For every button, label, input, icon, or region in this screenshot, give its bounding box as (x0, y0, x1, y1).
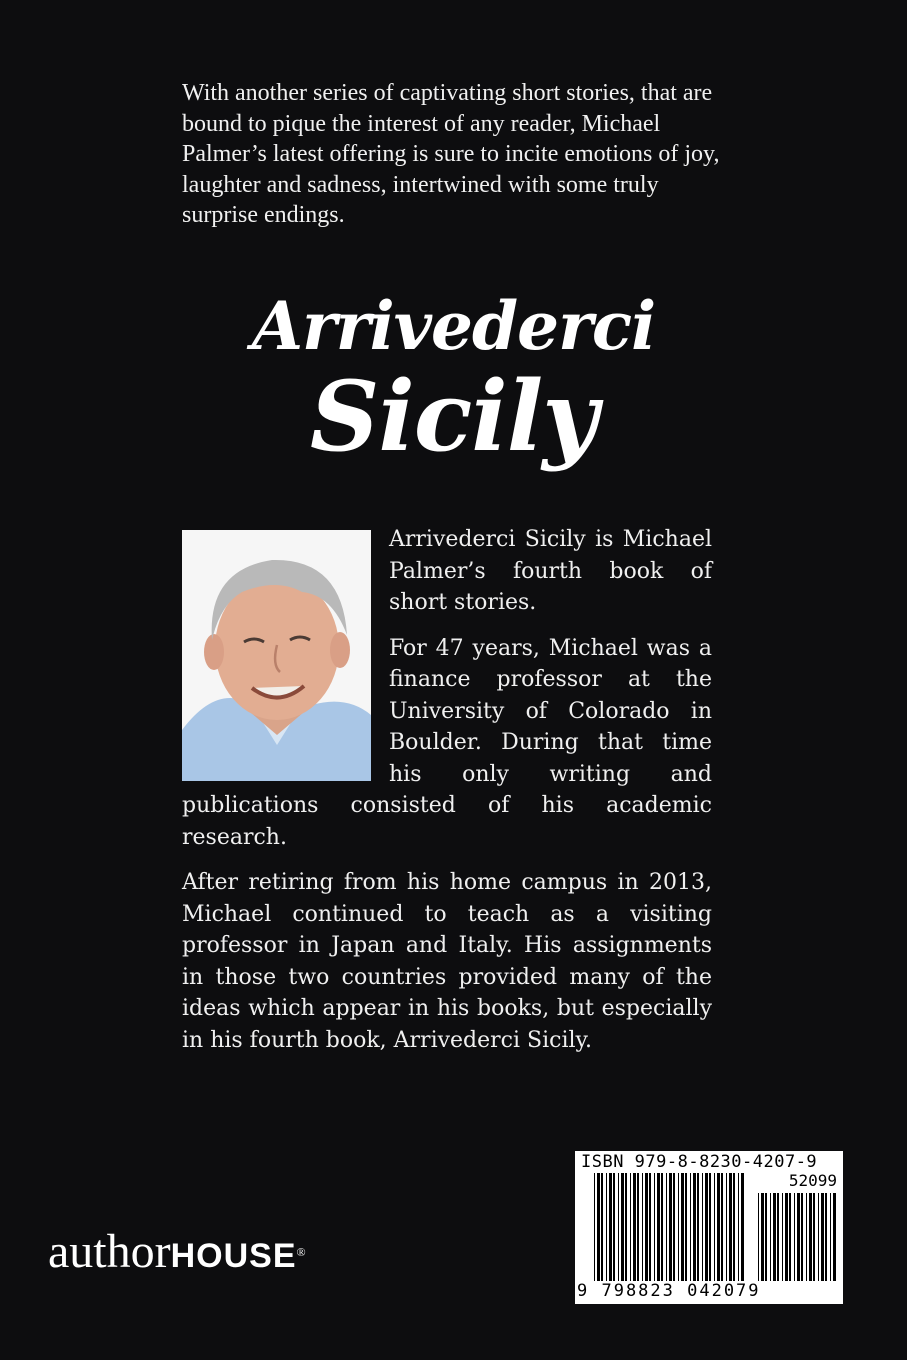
barcode-bar (630, 1173, 631, 1281)
barcode-bar (773, 1193, 776, 1281)
logo-house-text: HOUSE (170, 1237, 297, 1275)
barcode-bar (782, 1193, 783, 1281)
barcode-bar (702, 1173, 703, 1281)
barcode-bar (642, 1173, 643, 1281)
barcode-bar (741, 1173, 744, 1281)
barcode-bar (770, 1193, 771, 1281)
barcode-bar (717, 1173, 720, 1281)
isbn-barcode (575, 1151, 843, 1304)
barcode-bar (690, 1173, 691, 1281)
bio-paragraph-1: Arrivederci Sicily is Michael Palmer’s fourth book of short stories. (389, 527, 712, 615)
barcode-bar (621, 1173, 624, 1281)
barcode-bar (794, 1193, 795, 1281)
author-bio (182, 524, 712, 1070)
barcode-bar (833, 1193, 836, 1281)
barcode-bar (669, 1173, 672, 1281)
barcode-bar (609, 1173, 612, 1281)
barcode-bar (738, 1173, 739, 1281)
barcode-bar (673, 1173, 675, 1281)
barcode-bar (825, 1193, 827, 1281)
barcode-bar (801, 1193, 803, 1281)
barcode-bar (654, 1173, 655, 1281)
registered-mark: ® (296, 1245, 306, 1259)
book-title-line-2: Sicily (310, 360, 597, 473)
barcode-bar (765, 1193, 767, 1281)
back-cover-blurb: With another series of captivating short stories, that are bound to pique the interest of any reader, Michael Palmer’s latest offering is sure to incite emotions of joy, laughter and sadness, intertwined with some truly surprise endings. (182, 80, 720, 228)
barcode-bar (666, 1173, 667, 1281)
barcode-bar (601, 1173, 603, 1281)
publisher-logo (48, 1224, 306, 1284)
barcode-bar (830, 1193, 831, 1281)
barcode-bar (685, 1173, 687, 1281)
barcode-bar (818, 1193, 819, 1281)
barcode-bar (633, 1173, 636, 1281)
bio-paragraph-3: After retiring from his home campus in 2013, Michael continued to teach as a visiting professor in Japan and Italy. His assignments in those two countries provided many of the ideas which appear in his books, but especially in his fourth book, Arrivederci Sicily. (182, 870, 712, 1053)
price-code: 52099 (788, 1171, 837, 1190)
barcode-bar (618, 1173, 619, 1281)
barcode-bar (813, 1193, 815, 1281)
barcode-bar (661, 1173, 663, 1281)
barcode-bar (758, 1193, 759, 1281)
barcode-bar (806, 1193, 807, 1281)
ean-digits: 9 798823 042079 (577, 1281, 761, 1301)
bio-paragraph-2: For 47 years, Michael was a finance professor at the University of Colorado in Boulder. During that time his only writing and publications consisted of his academic research. (182, 635, 712, 850)
barcode-bar (678, 1173, 679, 1281)
author-photo (182, 530, 371, 781)
barcode-bar (645, 1173, 648, 1281)
barcode-bar (697, 1173, 699, 1281)
barcode-bar (705, 1173, 708, 1281)
barcode-bar (681, 1173, 684, 1281)
barcode-bar (721, 1173, 723, 1281)
barcode-bar (789, 1193, 791, 1281)
barcode-bar (761, 1193, 764, 1281)
barcode-bar (733, 1173, 735, 1281)
barcode-bar (594, 1173, 595, 1281)
barcode-bar (726, 1173, 727, 1281)
barcode-bar (637, 1173, 639, 1281)
logo-author-text: author (48, 1225, 171, 1278)
barcode-bar (729, 1173, 732, 1281)
barcode-bar (709, 1173, 711, 1281)
barcode-bar (657, 1173, 660, 1281)
barcode-bar (809, 1193, 812, 1281)
barcode-bar (649, 1173, 651, 1281)
barcode-bar (606, 1173, 607, 1281)
barcode-bar (693, 1173, 696, 1281)
barcode-bar (785, 1193, 788, 1281)
barcode-bar (597, 1173, 600, 1281)
barcode-bar (714, 1173, 715, 1281)
ean-barcode-bars (594, 1173, 744, 1281)
barcode-bar (613, 1173, 615, 1281)
barcode-bar (821, 1193, 824, 1281)
isbn-label: ISBN 979-8-8230-4207-9 (581, 1152, 818, 1172)
price-barcode-bars (758, 1193, 836, 1281)
barcode-bar (777, 1193, 779, 1281)
book-title-line-1: Arrivederci (251, 287, 656, 365)
barcode-bar (625, 1173, 627, 1281)
barcode-bar (797, 1193, 800, 1281)
